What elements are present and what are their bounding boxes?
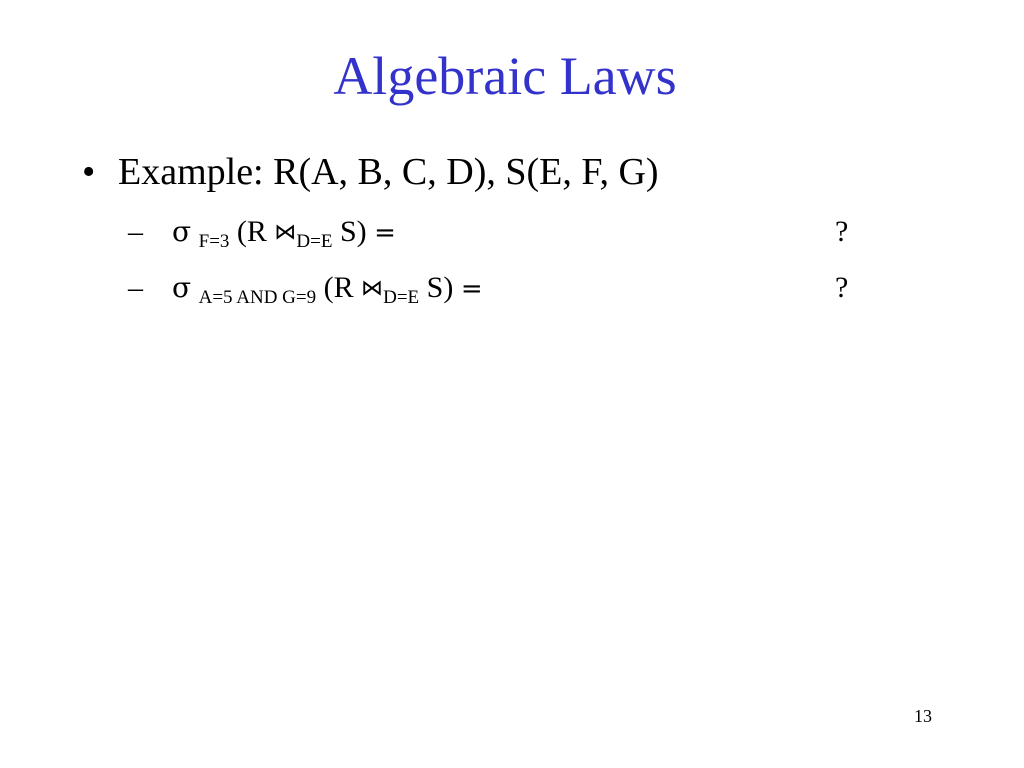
- selection-condition: A=5 AND G=9: [198, 287, 317, 308]
- join-condition: D=E: [296, 231, 333, 252]
- natural-join-symbol: ⋈: [274, 220, 297, 245]
- answer-placeholder: ?: [835, 271, 849, 304]
- equals-sign: =: [374, 218, 396, 248]
- join-condition: D=E: [383, 287, 420, 308]
- bullet-marker: •: [82, 151, 96, 193]
- slide-title: Algebraic Laws: [333, 46, 677, 106]
- sub-item-selection-f: [128, 212, 396, 256]
- sub-item-dash: –: [128, 215, 143, 248]
- natural-join-symbol: ⋈: [361, 276, 384, 301]
- bullet-text: Example: R(A, B, C, D), S(E, F, G): [118, 151, 659, 193]
- join-open: (R: [236, 215, 275, 248]
- slide-page-number: 13: [914, 706, 932, 726]
- answer-placeholder: ?: [835, 215, 849, 248]
- join-close: S): [419, 271, 461, 304]
- equals-sign: =: [460, 274, 483, 304]
- selection-condition: F=3: [198, 231, 230, 252]
- bullet-example: [82, 146, 659, 198]
- sigma-symbol: σ: [172, 271, 192, 304]
- join-open: (R: [323, 271, 362, 304]
- sigma-symbol: σ: [172, 215, 192, 248]
- sub-item-dash: –: [128, 271, 143, 304]
- sub-item-selection-ag: [128, 268, 483, 312]
- join-close: S): [332, 215, 375, 248]
